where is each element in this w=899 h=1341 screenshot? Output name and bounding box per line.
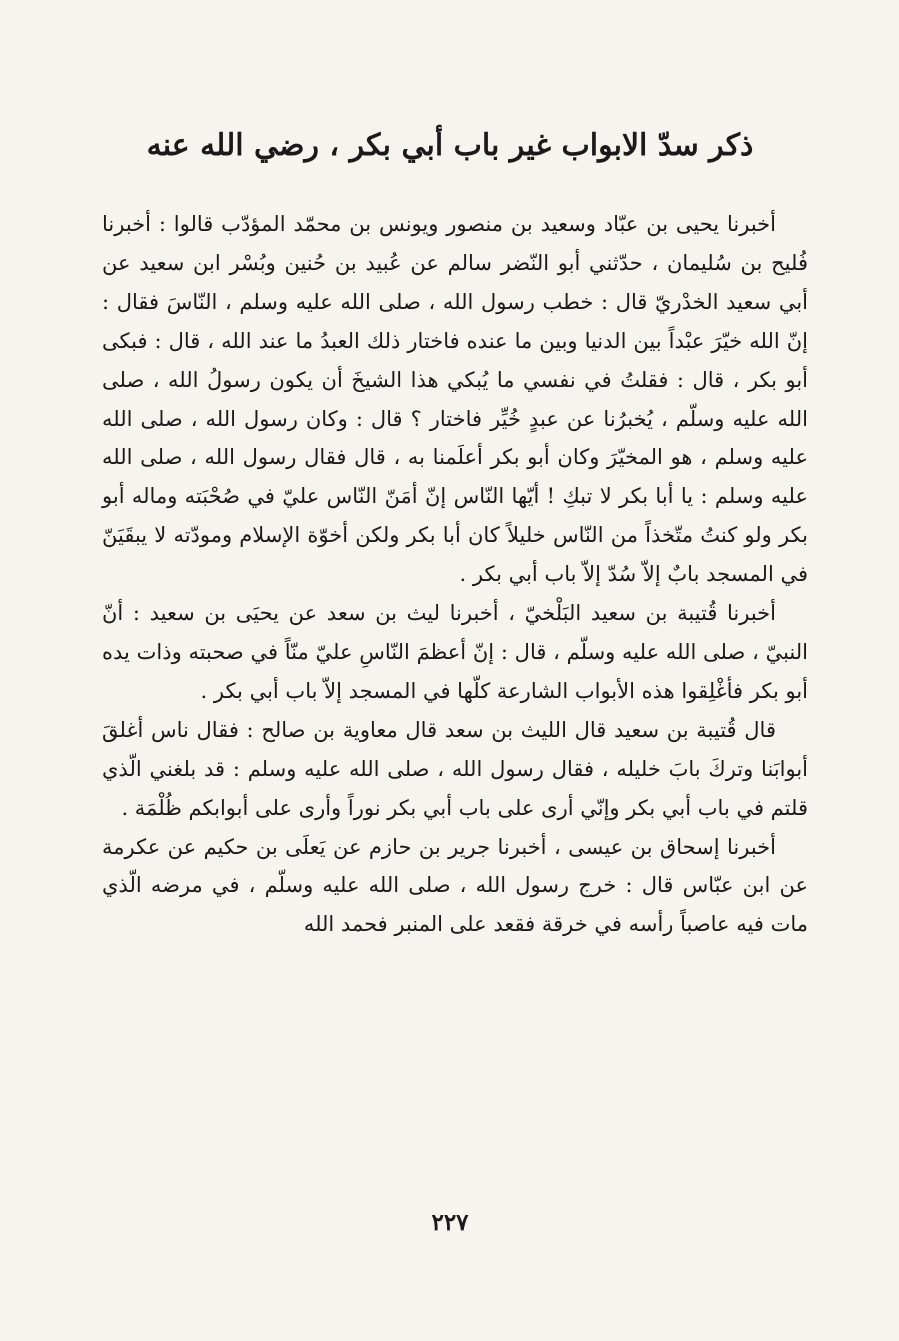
page-number: ٢٢٧ (431, 1209, 469, 1236)
paragraph-1: أخبرنا يحيى بن عبّاد وسعيد بن منصور ويونس بن محمّد المؤدّب قالوا : أخبرنا فُليح بن سُليمان ، حدّثني أبو النّضر سالم عن عُبيد بن حُنين وبُسْر ابن سعيد عن أبي سعيد الخدْريّ قال : خطب رسول الله ، صلى الله عليه وسلم ، النّاسَ فقال : إنّ الله خيّرَ عبْداً بين الدنيا وبين ما عنده فاختار ذلك العبدُ ما عند الله ، قال : فبكى أبو بكر ، قال : فقلتُ في نفسي ما يُبكي هذا الشيخَ أن يكون رسولُ الله ، صلى الله عليه وسلّم ، يُخبرُنا عن عبدٍ خُيِّر فاختار ؟ قال : وكان رسول الله ، صلى الله عليه وسلم ، هو المخيّرَ وكان أبو بكر أعلَمنا به ، قال فقال رسول الله ، صلى الله عليه وسلم : يا أبا بكر لا تبكِ ! أيّها النّاس إنّ أمَنّ النّاس عليّ في صُحْبَته وماله أبو بكر ولو كنتُ متّخذاً من النّاس خليلاً كان أبا بكر ولكن أخوّة الإسلام ومودّته لا يبقَيَنّ في المسجد بابٌ إلاّ سُدّ إلاّ باب أبي بكر . (102, 212, 808, 587)
body-text (102, 205, 808, 944)
paragraph-2: أخبرنا قُتيبة بن سعيد البَلْخيّ ، أخبرنا ليث بن سعد عن يحيَى بن سعيد : أنّ النبيّ ، صلى الله عليه وسلّم ، قال : إنّ أعظمَ النّاسِ عليّ منّاً في صحبته وذات يده أبو بكر فأغْلِقوا هذه الأبواب الشارعة كلّها في المسجد إلاّ باب أبي بكر . (102, 601, 808, 703)
paragraph-3: قال قُتيبة بن سعيد قال الليث بن سعد قال معاوية بن صالح : فقال ناس أغلقَ أبوابَنا وتركَ بابَ خليله ، فقال رسول الله ، صلى الله عليه وسلم : قد بلغني الّذي قلتم في باب أبي بكر وإنّي أرى على باب أبي بكر نوراً وأرى على أبوابكم ظُلْمَة . (102, 717, 808, 820)
paragraph-4: أخبرنا إسحاق بن عيسى ، أخبرنا جرير بن حازم عن يَعلَى بن حكيم عن عكرمة عن ابن عبّاس قال : خرج رسول الله ، صلى الله عليه وسلّم ، في مرضه الّذي مات فيه عاصباً رأسه في خرقة فقعد على المنبر فحمد الله (102, 834, 808, 937)
section-heading: ذكر سدّ الابواب غير باب أبي بكر ، رضي الله عنه (146, 128, 754, 163)
